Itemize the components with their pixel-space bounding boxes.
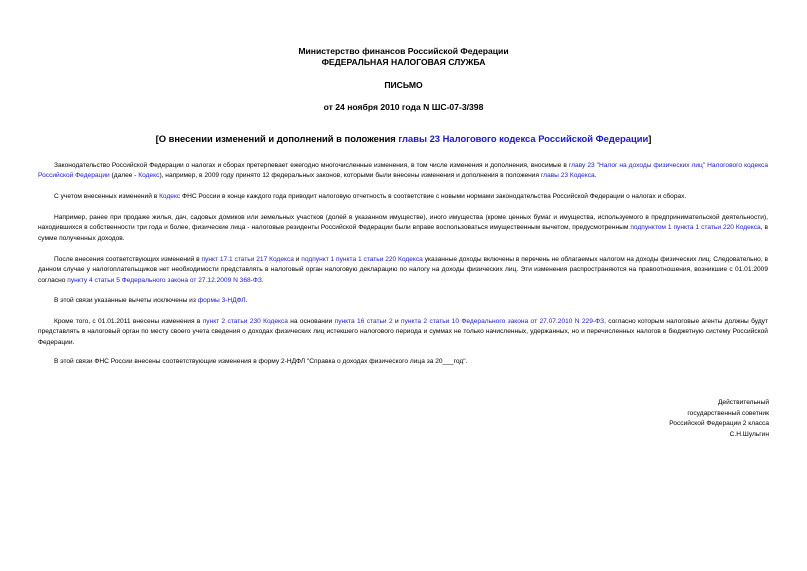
p4-link-law368[interactable]: пункту 4 статьи 5 Федерального закона от 27.12.2009 N 368-ФЗ (67, 276, 262, 284)
p2-text-2: ФНС России в конце каждого года приводит налоговую отчетность в соответствие с новыми нормами законодательства Российской Федерации о налогах и сборах. (180, 193, 687, 200)
ministry-name: Министерство финансов Российской Федерации (298, 46, 509, 56)
p2-text-1: С учетом внесенных изменений в (54, 193, 160, 200)
paragraph-6 (38, 317, 768, 348)
p1-link-chapter23-code[interactable]: главы 23 Кодекса (540, 172, 595, 180)
p1-link-chapter23[interactable]: главу 23 "Налог на доходы физических лиц" Налогового кодекса Российской Федерации (38, 162, 768, 180)
p6-text-4: , согласно которым налоговые агенты должны будут представлять в налоговый орган по месту своего учета сведения о доходах физических лиц истекшего налогового периода и суммах не только начисленных, удержанных, но и перечисленных налогов в бюджетную систему Российской Федерации. (38, 318, 769, 346)
p6-link-art230[interactable]: пункт 2 статьи 230 Кодекса (202, 318, 288, 325)
signature-rank-line-2: государственный советник (687, 409, 769, 417)
p4-text-3: указанные доходы включены в перечень не облагаемых налогом на доходы физических лиц. Следовательно, в данном случае у налогоплательщиков нет необходимости представлять в налоговый орган налоговую декларацию по налогу на доходы физических лиц. Эти изменения распространяются на правоотношения, возникшие с 01.01.2009 согласно (38, 256, 768, 284)
p2-link-code[interactable]: Кодекс (159, 193, 181, 200)
p4-text-2: и (293, 256, 302, 263)
paragraph-7 (38, 357, 768, 367)
title-bracket-close: ] (648, 133, 652, 144)
signature-rank-line-1: Действительный (717, 399, 769, 406)
p7-text-1: В этой связи ФНС России внесены соответствующие изменения в форму 2-НДФЛ "Справка о доходах физического лица за 20___год". (54, 358, 468, 365)
p6-link-law229[interactable]: пункта 2 статьи 10 Федерального закона от 27.07.2010 N 229-ФЗ (401, 318, 605, 325)
service-name: ФЕДЕРАЛЬНАЯ НАЛОГОВАЯ СЛУЖБА (321, 57, 486, 67)
p1-link-code[interactable]: Кодекс (138, 172, 160, 180)
paragraph-4 (38, 255, 768, 286)
p3-text-1: Например, ранее при продаже жилья, дач, садовых домиков или земельных участков (долей в указанном имуществе), иного имущества (кроме ценных бумаг и имущества, используемого в предпринимательской деятельности), находившихся в собственности три года и более, физические лица - налоговые резиденты Российской Федерации были вправе воспользоваться имущественным вычетом, предусмотренным (38, 214, 768, 232)
signature-rank-line-3: Российской Федерации 2 класса (669, 420, 769, 427)
document-title (0, 133, 807, 144)
p1-text-3: ), например, в 2009 году принято 12 федеральных законов, которыми были внесены изменения и дополнения в положения (159, 172, 541, 180)
p6-text-2: на основании (287, 318, 335, 325)
title-bracket-open: [ (155, 133, 159, 144)
p1-text-4: . (594, 172, 597, 180)
paragraph-3 (38, 213, 768, 244)
p3-link-art220[interactable]: подпунктом 1 пункта 1 статьи 220 Кодекса (630, 224, 761, 232)
p5-text-2: . (245, 297, 248, 304)
p5-text-1: В этой связи указанные вычеты исключены из (54, 297, 198, 304)
paragraph-2 (38, 192, 768, 202)
signature-block (569, 398, 769, 440)
p4-text-1: После внесения соответствующих изменений в (54, 256, 202, 263)
paragraph-5 (38, 296, 768, 306)
p6-link-item16[interactable]: пункта 16 статьи 2 (334, 318, 393, 325)
p4-text-4: . (261, 276, 264, 284)
p6-text-1: Кроме того, с 01.01.2011 внесены изменения в (54, 318, 203, 325)
title-link[interactable]: главы 23 Налогового кодекса Российской Федерации (398, 133, 649, 144)
title-text: О внесении изменений и дополнений в положения (158, 133, 399, 144)
p1-text-2: (далее - (109, 172, 139, 180)
paragraph-1 (38, 161, 768, 182)
p4-link-art217[interactable]: пункт 17.1 статьи 217 Кодекса (201, 256, 294, 263)
p4-link-art220[interactable]: подпункт 1 пункта 1 статьи 220 Кодекса (301, 256, 423, 263)
p5-link-form3ndfl[interactable]: формы 3-НДФЛ (197, 297, 246, 304)
signature-name: С.Н.Шульгин (729, 430, 769, 438)
p6-text-3: и (392, 318, 402, 325)
document-type: ПИСЬМО (384, 80, 423, 90)
p3-text-2: , в сумме полученных доходов. (38, 224, 768, 242)
p1-text-1: Законодательство Российской Федерации о налогах и сборах претерпевает ежегодно многочисленные изменения, в том числе изменения и дополнения, вносимые в (54, 162, 569, 169)
date-number: от 24 ноября 2010 года N ШС-07-3/398 (323, 102, 484, 112)
